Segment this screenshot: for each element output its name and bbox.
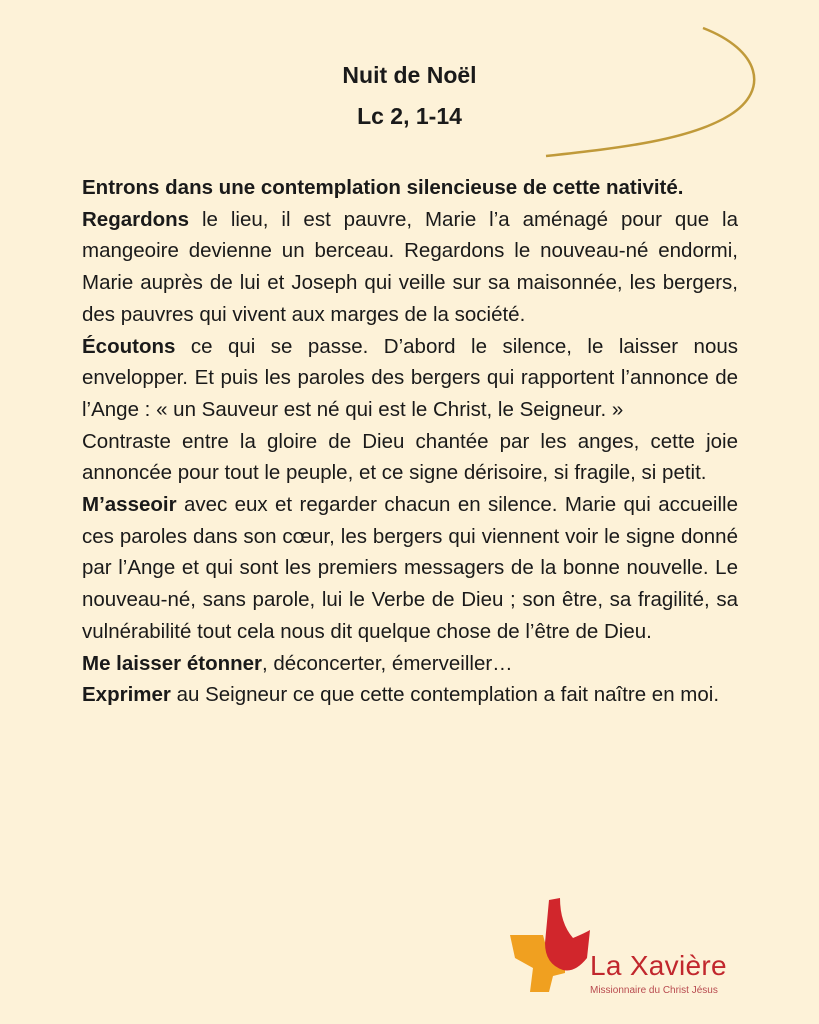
decorative-curve [0, 0, 819, 200]
paragraph: Me laisser étonner, déconcerter, émerveiller… [82, 651, 513, 675]
brand-tagline: Missionnaire du Christ Jésus [590, 985, 718, 996]
paragraph: Regardons le lieu, il est pauvre, Marie l’a aménagé pour que la mangeoire devienne un berceau. Regardons le nouveau-né endormi, Marie auprès de lui et Joseph qui veille sur sa maisonnée, les bergers, des pauvres qui vivent aux marges de la société. [82, 207, 738, 326]
meditation-text [82, 172, 738, 711]
scripture-reference: Lc 2, 1-14 [357, 103, 462, 129]
paragraph: Exprimer au Seigneur ce que cette contemplation a fait naître en moi. [82, 683, 720, 707]
paragraph: M’asseoir avec eux et regarder chacun en silence. Marie qui accueille ces paroles dans son cœur, les bergers qui viennent voir le signe donné par l’Ange et qui sont les premiers messagers de la bonne nouvelle. Le nouveau-né, sans parole, lui le Verbe de Dieu ; son être, sa fragilité, sa vulnérabilité tout cela nous dit quelque chose de l’être de Dieu. [82, 493, 738, 643]
paragraph: Contraste entre la gloire de Dieu chantée par les anges, cette joie annoncée pour tout le peuple, et ce signe dérisoire, si fragile, si petit. [82, 429, 738, 485]
paragraph: Entrons dans une contemplation silencieuse de cette nativité. [82, 176, 684, 199]
page-title: Nuit de Noël [342, 62, 477, 88]
paragraph: Écoutons ce qui se passe. D’abord le silence, le laisser nous envelopper. Et puis les paroles des bergers qui rapportent l’annonce de l’Ange : « un Sauveur est né qui est le Christ, le Seigneur. » [82, 334, 738, 421]
brand-name: La Xavière [590, 950, 727, 981]
